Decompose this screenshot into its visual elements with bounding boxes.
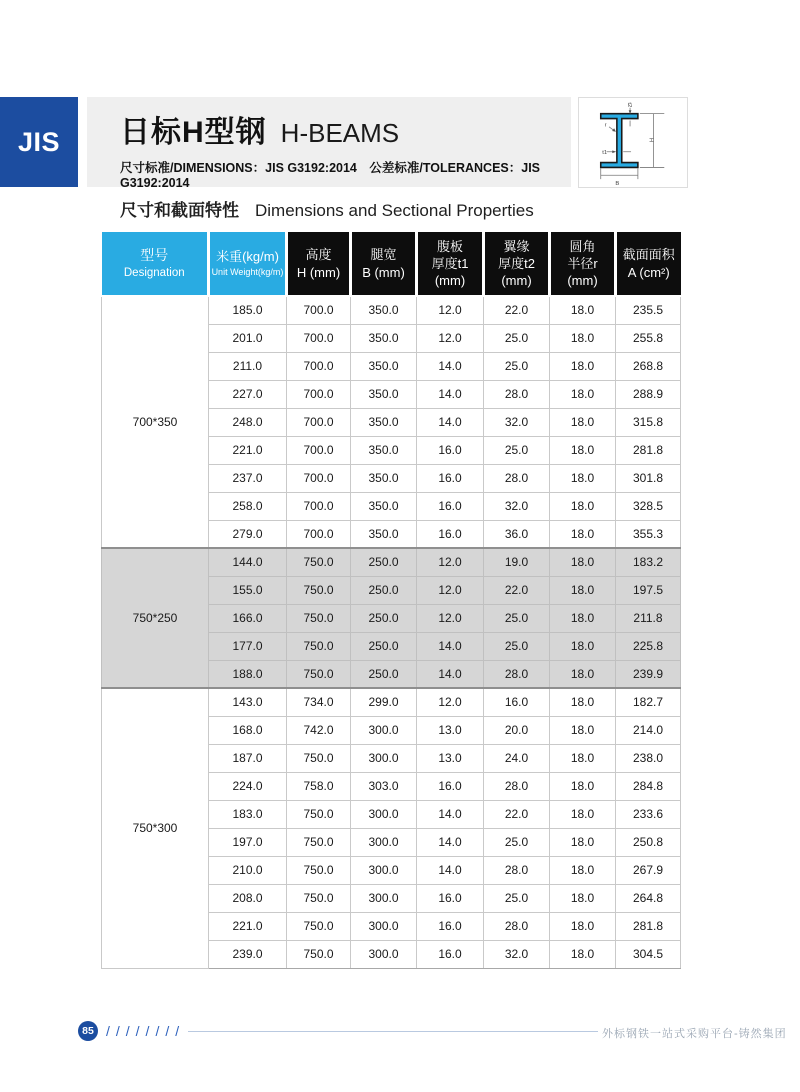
table-cell: 188.0 (209, 660, 287, 688)
standard-badge (0, 97, 78, 187)
table-cell: 300.0 (351, 856, 417, 884)
table-cell: 268.8 (616, 352, 681, 380)
table-cell: 25.0 (484, 436, 550, 464)
table-cell: 182.7 (616, 688, 681, 716)
table-cell: 18.0 (550, 744, 616, 772)
page-title-en: H-BEAMS (280, 118, 400, 148)
column-header-line: (mm) (567, 273, 598, 289)
table-cell: 12.0 (417, 296, 484, 324)
column-header-line: Designation (123, 267, 185, 280)
designation-cell: 750*250 (102, 548, 209, 688)
table-cell: 221.0 (209, 912, 287, 940)
table-cell: 250.0 (351, 604, 417, 632)
table-cell: 14.0 (417, 352, 484, 380)
column-header-line: 截面面积 (622, 247, 675, 263)
table-cell: 22.0 (484, 800, 550, 828)
table-cell: 18.0 (550, 856, 616, 884)
table-cell: 300.0 (351, 828, 417, 856)
table-cell: 211.0 (209, 352, 287, 380)
table-cell: 210.0 (209, 856, 287, 884)
table-cell: 14.0 (417, 380, 484, 408)
page-number: 85 (82, 1025, 94, 1037)
table-cell: 250.0 (351, 548, 417, 576)
table-cell: 25.0 (484, 604, 550, 632)
table-cell: 183.2 (616, 548, 681, 576)
table-cell: 18.0 (550, 800, 616, 828)
table-cell: 14.0 (417, 856, 484, 884)
table-cell: 32.0 (484, 408, 550, 436)
table-cell: 700.0 (287, 380, 351, 408)
column-header-line: A (cm²) (627, 264, 670, 280)
table-cell: 750.0 (287, 884, 351, 912)
table-cell: 22.0 (484, 296, 550, 324)
column-header-line: (mm) (501, 273, 532, 289)
table-cell: 25.0 (484, 352, 550, 380)
table-cell: 350.0 (351, 380, 417, 408)
column-header-line: Unit Weight(kg/m) (211, 267, 284, 278)
table-cell: 224.0 (209, 772, 287, 800)
table-cell: 166.0 (209, 604, 287, 632)
table-cell: 144.0 (209, 548, 287, 576)
diagram-label-h: H (647, 137, 654, 143)
table-cell: 18.0 (550, 660, 616, 688)
table-cell: 700.0 (287, 520, 351, 548)
table-header (102, 232, 681, 296)
table-cell: 211.8 (616, 604, 681, 632)
table-cell: 18.0 (550, 688, 616, 716)
column-header-height (287, 232, 351, 296)
column-header-web_thickness (417, 232, 484, 296)
table-cell: 750.0 (287, 660, 351, 688)
table-cell: 14.0 (417, 408, 484, 436)
table-cell: 16.0 (417, 464, 484, 492)
column-header-line: 半径r (567, 255, 598, 271)
table-cell: 235.5 (616, 296, 681, 324)
table-cell: 18.0 (550, 716, 616, 744)
table-cell: 16.0 (417, 912, 484, 940)
table-row (102, 688, 681, 716)
table-cell: 300.0 (351, 912, 417, 940)
table-cell: 12.0 (417, 548, 484, 576)
table-cell: 18.0 (550, 772, 616, 800)
column-header-leg_width (351, 232, 417, 296)
column-header-flange_thickness (484, 232, 550, 296)
column-header-line: 米重(kg/m) (216, 248, 279, 264)
table-cell: 350.0 (351, 520, 417, 548)
table-cell: 18.0 (550, 940, 616, 968)
table-cell: 355.3 (616, 520, 681, 548)
table-cell: 750.0 (287, 912, 351, 940)
table-cell: 18.0 (550, 912, 616, 940)
diagram-label-r: r (604, 122, 607, 129)
table-cell: 18.0 (550, 296, 616, 324)
table-cell: 155.0 (209, 576, 287, 604)
page-header (87, 97, 571, 190)
table-cell: 237.0 (209, 464, 287, 492)
table-cell: 328.5 (616, 492, 681, 520)
table-cell: 299.0 (351, 688, 417, 716)
table-cell: 25.0 (484, 632, 550, 660)
table-cell: 700.0 (287, 408, 351, 436)
table-cell: 250.8 (616, 828, 681, 856)
table-cell: 255.8 (616, 324, 681, 352)
table-cell: 700.0 (287, 492, 351, 520)
table-cell: 16.0 (417, 772, 484, 800)
designation-cell: 700*350 (102, 296, 209, 548)
table-cell: 750.0 (287, 828, 351, 856)
table-cell: 18.0 (550, 548, 616, 576)
table-cell: 303.0 (351, 772, 417, 800)
table-cell: 22.0 (484, 576, 550, 604)
table-cell: 750.0 (287, 800, 351, 828)
table-cell: 750.0 (287, 604, 351, 632)
table-cell: 16.0 (417, 520, 484, 548)
h-beam-cross-section-icon (580, 99, 686, 186)
table-cell: 221.0 (209, 436, 287, 464)
diagram-label-t1: t1 (602, 150, 608, 157)
table-cell: 300.0 (351, 884, 417, 912)
table-cell: 12.0 (417, 604, 484, 632)
table-cell: 187.0 (209, 744, 287, 772)
table-cell: 32.0 (484, 940, 550, 968)
table-cell: 279.0 (209, 520, 287, 548)
footer-divider-line (188, 1031, 598, 1032)
table-cell: 168.0 (209, 716, 287, 744)
standard-badge-label: JIS (17, 126, 61, 157)
diagram-label-t2: t2 (626, 102, 633, 108)
table-cell: 250.0 (351, 632, 417, 660)
designation-cell: 750*300 (102, 688, 209, 968)
table-cell: 197.5 (616, 576, 681, 604)
table-cell: 350.0 (351, 492, 417, 520)
table-cell: 700.0 (287, 436, 351, 464)
dimensions-table (101, 232, 681, 969)
table-cell: 18.0 (550, 632, 616, 660)
table-cell: 28.0 (484, 464, 550, 492)
page-number-badge (78, 1021, 98, 1041)
table-cell: 28.0 (484, 772, 550, 800)
table-cell: 750.0 (287, 856, 351, 884)
table-cell: 239.0 (209, 940, 287, 968)
table-cell: 16.0 (417, 492, 484, 520)
table-cell: 350.0 (351, 324, 417, 352)
table-cell: 350.0 (351, 352, 417, 380)
table-cell: 18.0 (550, 884, 616, 912)
table-cell: 18.0 (550, 828, 616, 856)
table-cell: 25.0 (484, 324, 550, 352)
table-cell: 18.0 (550, 380, 616, 408)
table-cell: 18.0 (550, 576, 616, 604)
table-cell: 700.0 (287, 296, 351, 324)
table-cell: 177.0 (209, 632, 287, 660)
h-beam-diagram-box (578, 97, 688, 188)
column-header-line: 翼缘 (503, 238, 530, 254)
footer-brand-text: 外标钢铁一站式采购平台-铸然集团 (602, 1028, 787, 1040)
table-cell: 28.0 (484, 380, 550, 408)
table-cell: 250.0 (351, 660, 417, 688)
table-cell: 315.8 (616, 408, 681, 436)
table-cell: 16.0 (417, 940, 484, 968)
table-cell: 734.0 (287, 688, 351, 716)
table-cell: 12.0 (417, 688, 484, 716)
table-header-row (102, 232, 681, 296)
column-header-line: B (mm) (362, 264, 405, 280)
table-cell: 700.0 (287, 352, 351, 380)
table-cell: 14.0 (417, 660, 484, 688)
column-header-line: (mm) (434, 273, 466, 289)
table-cell: 28.0 (484, 856, 550, 884)
table-cell: 143.0 (209, 688, 287, 716)
table-cell: 300.0 (351, 716, 417, 744)
table-cell: 750.0 (287, 744, 351, 772)
page-title-cn: 日标H型钢 (120, 116, 267, 149)
table-cell: 16.0 (417, 436, 484, 464)
column-header-line: 圆角 (569, 238, 596, 254)
column-header-line: 型号 (140, 246, 169, 263)
table-cell: 281.8 (616, 436, 681, 464)
table-cell: 248.0 (209, 408, 287, 436)
table-cell: 18.0 (550, 492, 616, 520)
table-cell: 288.9 (616, 380, 681, 408)
table-cell: 16.0 (484, 688, 550, 716)
table-cell: 350.0 (351, 464, 417, 492)
table-cell: 225.8 (616, 632, 681, 660)
table-cell: 304.5 (616, 940, 681, 968)
page-footer (0, 1018, 800, 1048)
table-cell: 16.0 (417, 884, 484, 912)
table-cell: 750.0 (287, 632, 351, 660)
table-cell: 18.0 (550, 408, 616, 436)
table-cell: 19.0 (484, 548, 550, 576)
column-header-line: 高度 (305, 247, 332, 263)
table-cell: 12.0 (417, 324, 484, 352)
table-cell: 18.0 (550, 520, 616, 548)
table-row (102, 296, 681, 324)
table-cell: 758.0 (287, 772, 351, 800)
table-cell: 239.9 (616, 660, 681, 688)
table-cell: 233.6 (616, 800, 681, 828)
section-title-cn: 尺寸和截面特性 (120, 201, 239, 220)
table-body (102, 296, 681, 968)
table-cell: 208.0 (209, 884, 287, 912)
column-header-line: 厚度t1 (431, 255, 469, 271)
page-title (120, 107, 571, 151)
table-cell: 300.0 (351, 800, 417, 828)
table-cell: 250.0 (351, 576, 417, 604)
column-header-section_area (616, 232, 681, 296)
column-header-corner_radius (550, 232, 616, 296)
table-cell: 13.0 (417, 716, 484, 744)
table-cell: 238.0 (616, 744, 681, 772)
table-cell: 14.0 (417, 828, 484, 856)
standards-subtitle: 尺寸标准/DIMENSIONS：JIS G3192:2014 公差标准/TOLERANCES：JIS G3192:2014 (120, 161, 541, 190)
table-cell: 700.0 (287, 324, 351, 352)
table-cell: 300.0 (351, 744, 417, 772)
table-cell: 227.0 (209, 380, 287, 408)
table-cell: 750.0 (287, 940, 351, 968)
table-cell: 25.0 (484, 884, 550, 912)
table-cell: 350.0 (351, 436, 417, 464)
table-cell: 281.8 (616, 912, 681, 940)
table-cell: 700.0 (287, 464, 351, 492)
table-cell: 183.0 (209, 800, 287, 828)
table-cell: 750.0 (287, 576, 351, 604)
column-header-designation (102, 232, 209, 296)
decorative-slashes: //////// (106, 1023, 186, 1039)
table-row (102, 548, 681, 576)
table-cell: 197.0 (209, 828, 287, 856)
table-cell: 284.8 (616, 772, 681, 800)
table-cell: 258.0 (209, 492, 287, 520)
table-cell: 267.9 (616, 856, 681, 884)
table-cell: 742.0 (287, 716, 351, 744)
table-cell: 18.0 (550, 436, 616, 464)
table-cell: 14.0 (417, 632, 484, 660)
dimensions-table-wrap (101, 232, 681, 969)
table-cell: 14.0 (417, 800, 484, 828)
table-cell: 24.0 (484, 744, 550, 772)
table-cell: 32.0 (484, 492, 550, 520)
column-header-line: 腿宽 (370, 247, 397, 263)
table-cell: 264.8 (616, 884, 681, 912)
table-cell: 185.0 (209, 296, 287, 324)
diagram-label-b: B (615, 181, 620, 186)
table-cell: 36.0 (484, 520, 550, 548)
table-cell: 25.0 (484, 828, 550, 856)
table-cell: 750.0 (287, 548, 351, 576)
table-cell: 300.0 (351, 940, 417, 968)
table-cell: 18.0 (550, 464, 616, 492)
table-cell: 13.0 (417, 744, 484, 772)
table-cell: 350.0 (351, 296, 417, 324)
section-title-en: Dimensions and Sectional Properties (255, 201, 534, 220)
table-cell: 18.0 (550, 604, 616, 632)
table-cell: 201.0 (209, 324, 287, 352)
section-title (120, 196, 534, 221)
column-header-line: H (mm) (296, 264, 341, 280)
table-cell: 18.0 (550, 352, 616, 380)
table-cell: 28.0 (484, 912, 550, 940)
table-cell: 301.8 (616, 464, 681, 492)
column-header-unit_weight (209, 232, 287, 296)
table-cell: 18.0 (550, 324, 616, 352)
column-header-line: 腹板 (436, 238, 463, 254)
table-cell: 350.0 (351, 408, 417, 436)
table-cell: 20.0 (484, 716, 550, 744)
table-cell: 28.0 (484, 660, 550, 688)
table-cell: 12.0 (417, 576, 484, 604)
table-cell: 214.0 (616, 716, 681, 744)
column-header-line: 厚度t2 (498, 255, 535, 271)
